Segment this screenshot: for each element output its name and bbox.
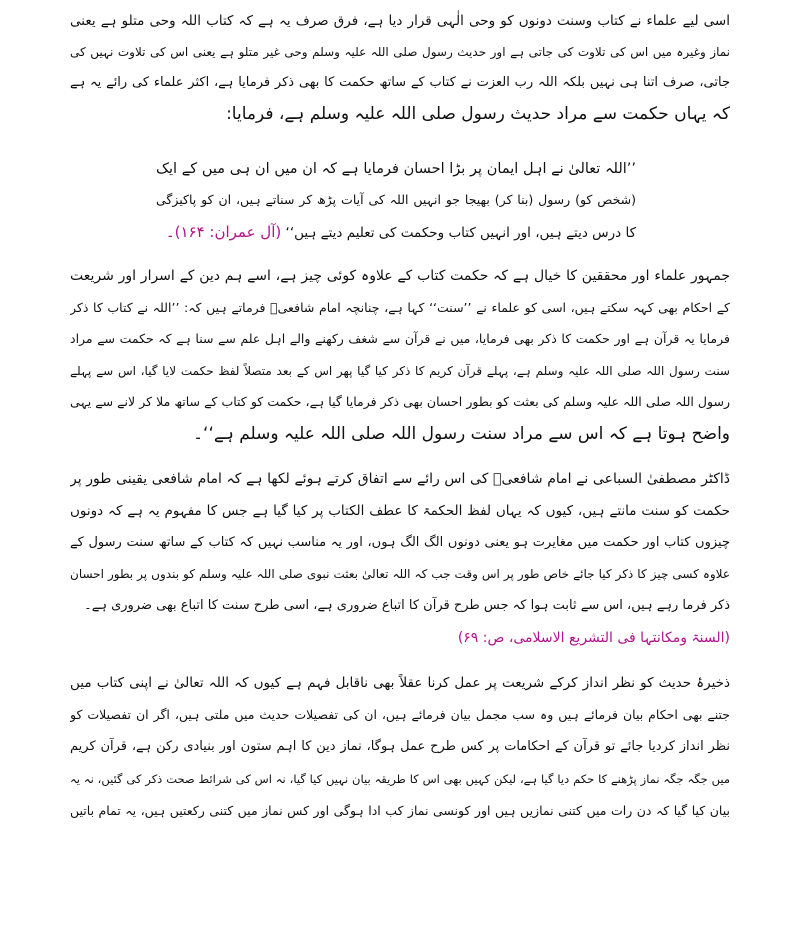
paragraph-3-reference: (السنۃ ومکانتہا فی التشریع الاسلامی، ص: ۶۹) <box>457 630 730 646</box>
paragraph-3-line-3: چیزوں کتاب اور حکمت میں مغایرت ہو یعنی دونوں الگ الگ ہوں، اور یہ مناسب نہیں کہ کتاب کے ساتھ سنت رسول کے <box>70 535 730 550</box>
paragraph-1-line-1: اسی لیے علماء نے کتاب وسنت دونوں کو وحی الٰہی قرار دیا ہے، فرق صرف یہ ہے کہ کتاب اللہ وحی متلو ہے یعنی <box>70 13 730 29</box>
paragraph-3-line-1: ڈاکٹر مصطفیٰ السباعی نے امام شافعیؒ کی اس رائے سے اتفاق کرتے ہوئے لکھا ہے کہ امام شافعی یقینی طور پر <box>70 471 730 487</box>
quote-line-1: ’’اللہ تعالیٰ نے اہل ایمان پر بڑا احسان فرمایا ہے کہ ان میں ان ہی میں کے ایک <box>156 161 636 177</box>
paragraph-2-line-1: جمہور علماء اور محققین کا خیال ہے کہ حکمت کتاب کے علاوہ کوئی چیز ہے، اسے ہم دین کے اسرار اور شریعت <box>70 268 730 284</box>
paragraph-1-line-4: کہ یہاں حکمت سے مراد حدیث رسول صلی اللہ علیہ وسلم ہے، فرمایا: <box>226 104 730 124</box>
paragraph-2-line-4: سنت رسول اللہ صلی اللہ علیہ وسلم ہے، پہلے قرآن کریم کا ذکر کیا گیا پھر اس کے بعد متصلاً لفظ حکمت لایا گیا، اس سے پہلے <box>70 364 730 378</box>
paragraph-2-line-5: رسول اللہ صلی اللہ علیہ وسلم کی بعثت کو بطور احسان بھی ذکر فرمایا گیا ہے، حکمت کو کتاب کے ساتھ ملا کر لانے سے یہی <box>70 394 730 409</box>
paragraph-3-line-2: حکمت کو سنت مانتے ہیں، کیوں کہ یہاں لفظ الحکمۃ کا عطف الکتاب پر کیا گیا ہے جس کا مفہوم یہ ہے کہ دونوں <box>70 503 730 519</box>
paragraph-3-line-5: ذکر فرما رہے ہیں، اس سے ثابت ہوا کہ جس طرح قرآن کا اتباع ضروری ہے، اسی طرح سنت کا اتباع بھی ضروری ہے۔ <box>84 598 730 613</box>
paragraph-4-line-3: نظر انداز کردیا جائے تو قرآن کے احکامات پر کس طرح عمل ہوگا، نماز دین کا اہم ستون اور بنیادی رکن ہے، قرآن کریم <box>70 739 730 754</box>
paragraph-4-line-4: میں جگہ جگہ نماز پڑھنے کا حکم دیا گیا ہے، لیکن کہیں بھی اس کا طریقہ بیان نہیں کیا گیا، نہ اس کی شرائط صحت ذکر کی گئیں، نہ یہ <box>70 772 730 786</box>
quote-reference: (آل عمران: ۱۶۴)۔ <box>165 223 282 241</box>
paragraph-4-line-2: جتنے بھی احکام بیان فرمائے ہیں وہ سب مجمل بیان فرمائے ہیں، ان کی تفصیلات حدیث میں ملتی ہیں، اگر ان تفصیلات کو <box>70 707 730 722</box>
paragraph-3-line-4: علاوہ کسی چیز کا ذکر کیا جائے خاص طور پر اس وقت جب کہ اللہ تعالیٰ بعثت نبوی صلی اللہ علیہ وسلم کو بندوں پر بطور احسان <box>70 567 730 581</box>
paragraph-2-line-3: فرمایا یہ قرآن ہے اور حکمت کا ذکر بھی فرمایا، میں نے قرآن سے شغف رکھنے والے اہل علم سے سنا ہے کہ حکمت سے مراد <box>70 331 730 346</box>
paragraph-2-line-2: کے احکام بھی کہہ سکتے ہیں، اسی کو علماء نے ’’سنت‘‘ کہا ہے، چنانچہ امام شافعیؒ فرماتے ہیں کہ: ’’اللہ نے کتاب کا ذکر <box>70 300 730 315</box>
paragraph-1-line-2: نماز وغیرہ میں اس کی تلاوت کی جاتی ہے اور حدیث رسول صلی اللہ علیہ وسلم وحی غیر متلو ہے یعنی اس کی تلاوت نہیں کی <box>70 45 730 59</box>
paragraph-4-line-5: بیان کیا گیا کہ دن رات میں کتنی نمازیں ہیں اور کونسی نماز کب ادا ہوگی اور کس نماز میں کتنی رکعتیں ہیں، یہ تمام باتیں <box>70 803 730 818</box>
paragraph-4-line-1: ذخیرۂ حدیث کو نظر انداز کرکے شریعت پر عمل کرنا عقلاً بھی ناقابل فہم ہے کیوں کہ اللہ تعالیٰ نے اپنی کتاب میں <box>70 675 730 691</box>
paragraph-1-line-3: جاتی، صرف اتنا ہی نہیں بلکہ اللہ رب العزت نے کتاب کے ساتھ حکمت کا بھی ذکر فرمایا ہے، اکثر علماء کی رائے یہ ہے <box>70 75 730 90</box>
quote-line-3-text: کا درس دیتے ہیں، اور انہیں کتاب وحکمت کی تعلیم دیتے ہیں‘‘ <box>285 225 636 241</box>
quote-line-2: (شخص کو) رسول (بنا کر) بھیجا جو انہیں اللہ کی آیات پڑھ کر سناتے ہیں، ان کو پاکیزگی <box>156 192 636 207</box>
quote-line-3 <box>156 221 636 245</box>
paragraph-2-line-6: واضح ہوتا ہے کہ اس سے مراد سنت رسول اللہ صلی اللہ علیہ وسلم ہے‘‘۔ <box>193 424 730 444</box>
